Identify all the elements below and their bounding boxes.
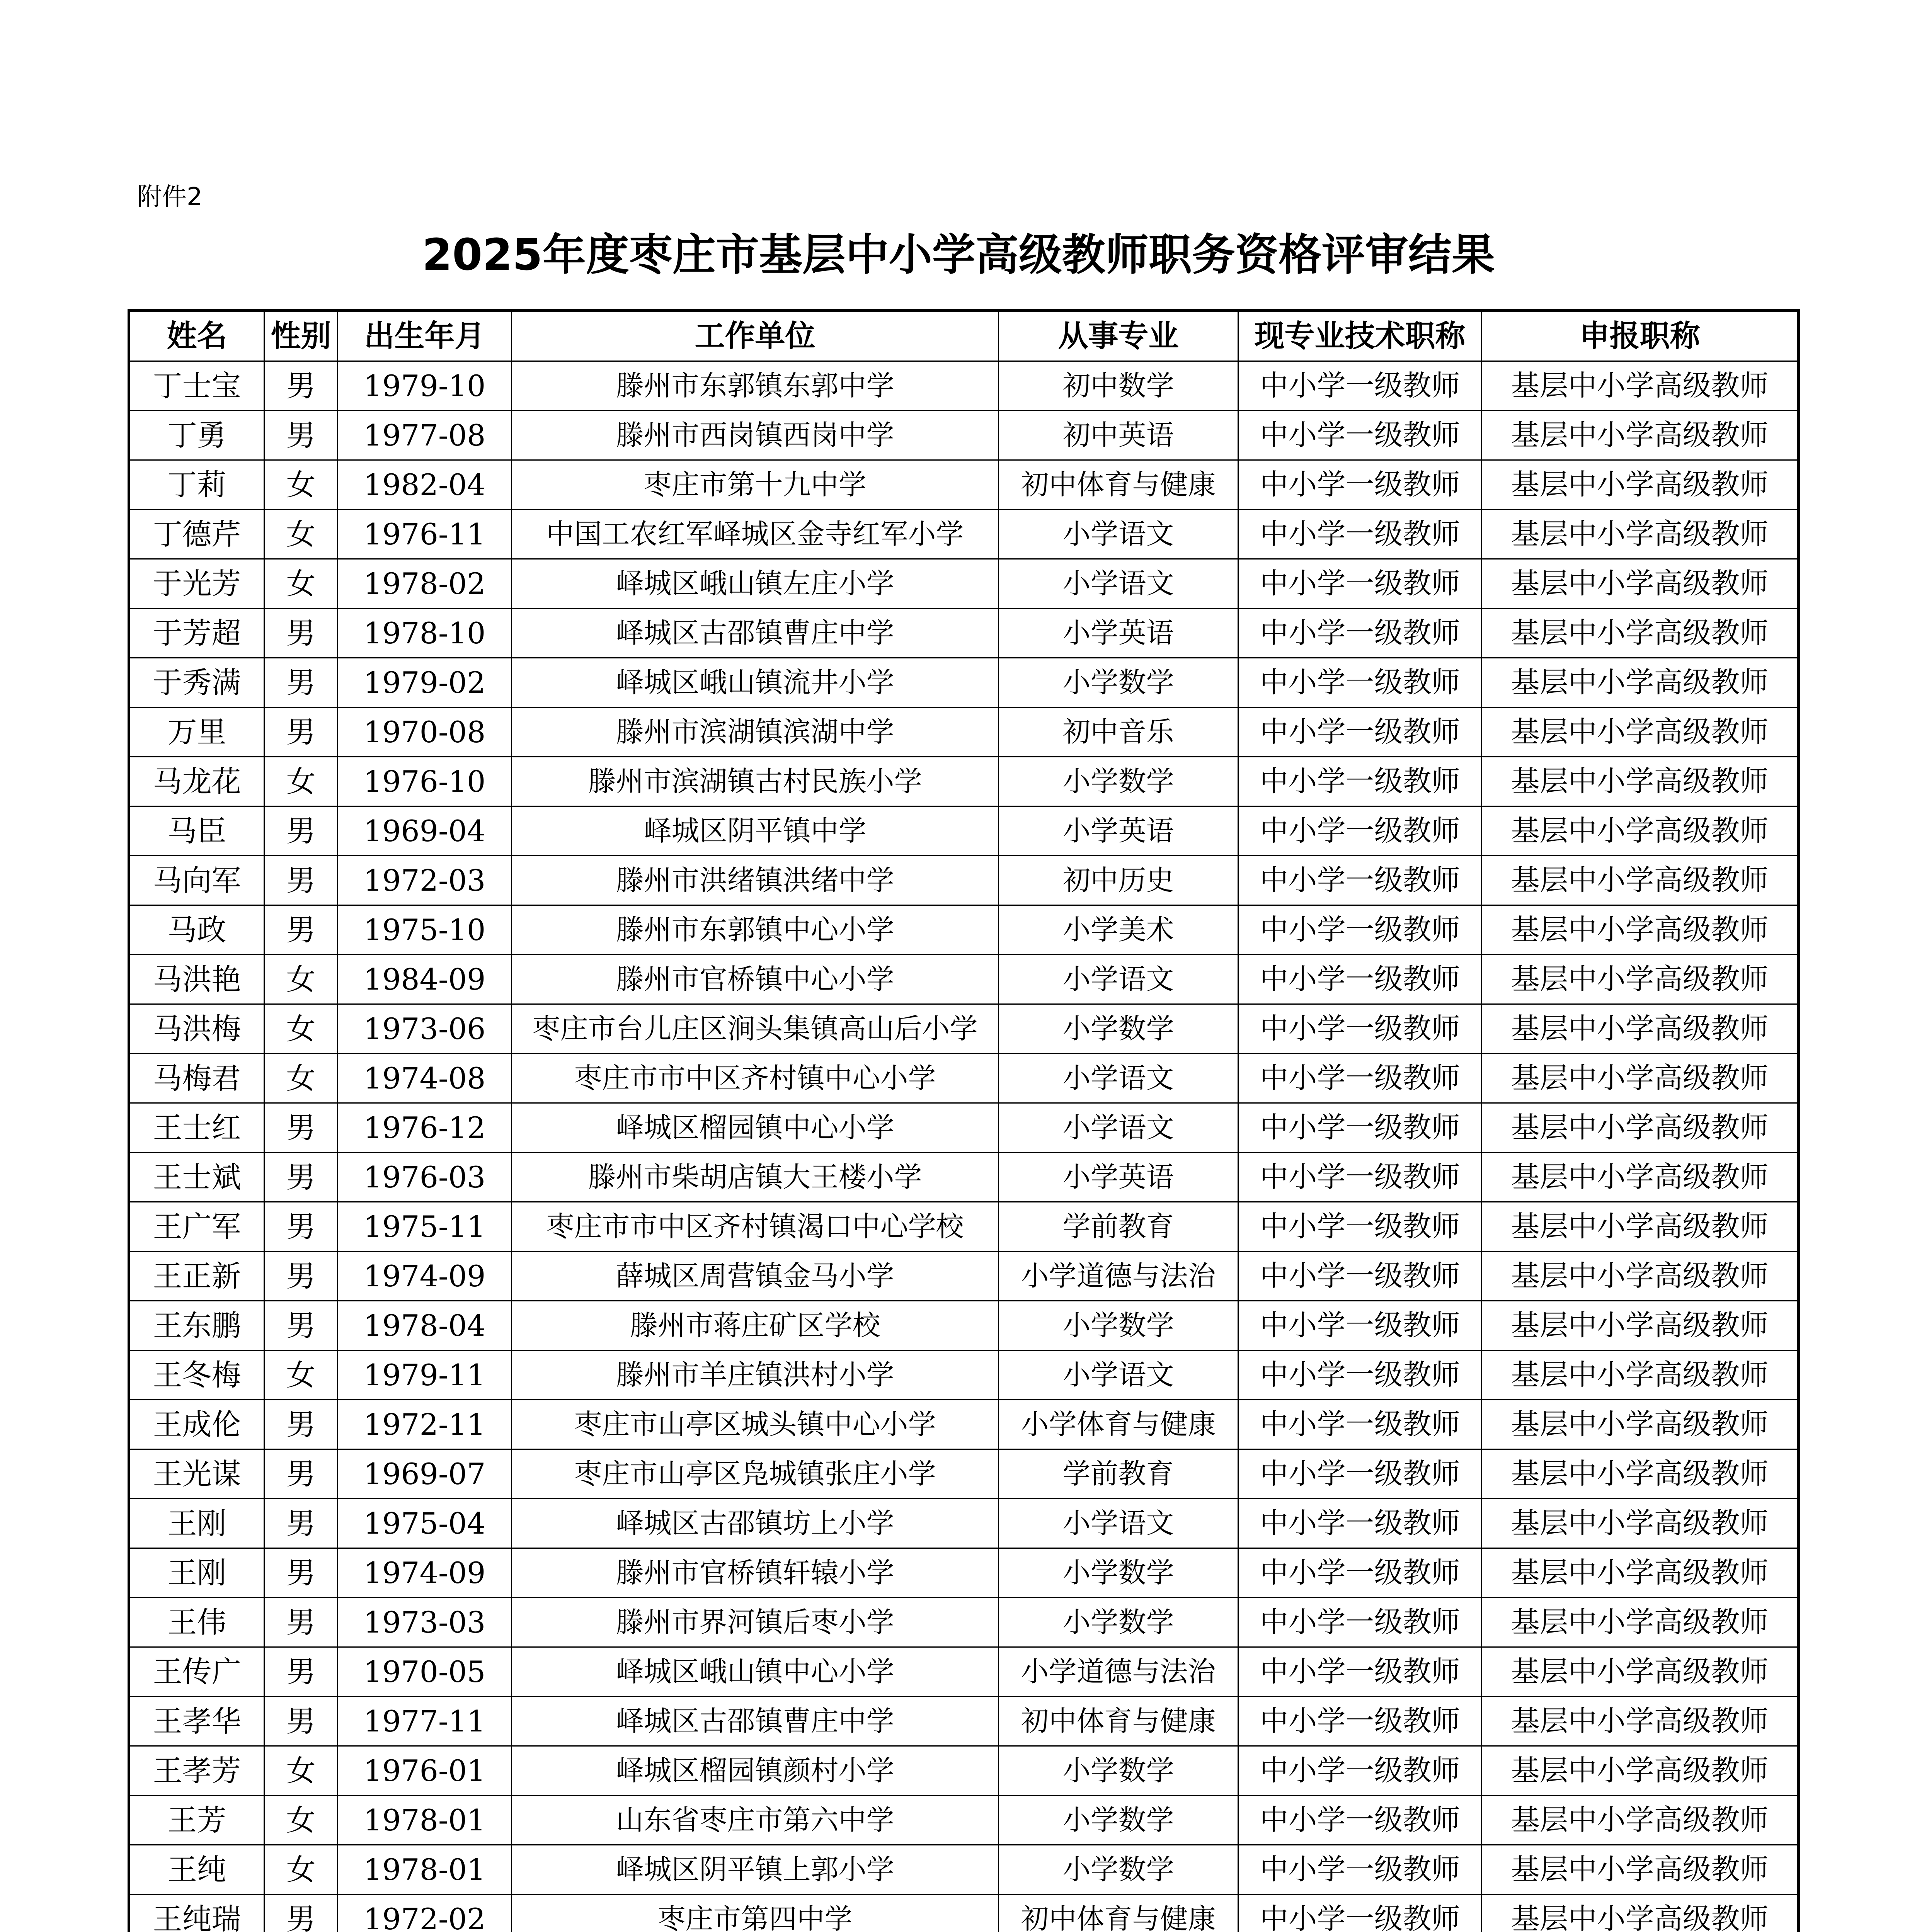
header-birth: 出生年月 xyxy=(338,311,512,361)
cell-name: 王冬梅 xyxy=(129,1350,264,1400)
cell-gender: 女 xyxy=(264,757,338,806)
cell-gender: 男 xyxy=(264,1301,338,1350)
cell-specialty: 小学数学 xyxy=(999,1301,1238,1350)
cell-gender: 男 xyxy=(264,658,338,707)
cell-birth: 1979-02 xyxy=(338,658,512,707)
cell-current-title: 中小学一级教师 xyxy=(1238,1350,1482,1400)
cell-current-title: 中小学一级教师 xyxy=(1238,1548,1482,1598)
page-title: 2025年度枣庄市基层中小学高级教师职务资格评审结果 xyxy=(422,230,1495,280)
table-row xyxy=(129,955,1799,1004)
cell-current-title: 中小学一级教师 xyxy=(1238,1449,1482,1499)
table-row xyxy=(129,806,1799,856)
cell-work-unit: 滕州市官桥镇中心小学 xyxy=(512,955,999,1004)
cell-gender: 男 xyxy=(264,1400,338,1449)
cell-work-unit: 滕州市滨湖镇滨湖中学 xyxy=(512,707,999,757)
cell-specialty: 初中体育与健康 xyxy=(999,1895,1238,1932)
cell-work-unit: 峄城区古邵镇曹庄中学 xyxy=(512,1697,999,1746)
table-row xyxy=(129,1548,1799,1598)
cell-applied-title: 基层中小学高级教师 xyxy=(1482,559,1799,609)
cell-work-unit: 峄城区峨山镇左庄小学 xyxy=(512,559,999,609)
cell-birth: 1976-01 xyxy=(338,1746,512,1796)
cell-applied-title: 基层中小学高级教师 xyxy=(1482,806,1799,856)
cell-specialty: 小学数学 xyxy=(999,1796,1238,1845)
cell-birth: 1976-11 xyxy=(338,510,512,559)
table-row xyxy=(129,1103,1799,1153)
cell-birth: 1974-09 xyxy=(338,1252,512,1301)
cell-specialty: 学前教育 xyxy=(999,1449,1238,1499)
cell-work-unit: 滕州市东郭镇东郭中学 xyxy=(512,361,999,411)
cell-current-title: 中小学一级教师 xyxy=(1238,510,1482,559)
cell-gender: 女 xyxy=(264,1746,338,1796)
table-row xyxy=(129,1004,1799,1054)
cell-specialty: 小学语文 xyxy=(999,1054,1238,1103)
cell-gender: 男 xyxy=(264,1697,338,1746)
cell-name: 王孝芳 xyxy=(129,1746,264,1796)
header-specialty: 从事专业 xyxy=(999,311,1238,361)
cell-applied-title: 基层中小学高级教师 xyxy=(1482,1350,1799,1400)
cell-work-unit: 峄城区峨山镇流井小学 xyxy=(512,658,999,707)
results-table xyxy=(128,309,1800,1932)
cell-applied-title: 基层中小学高级教师 xyxy=(1482,609,1799,658)
cell-specialty: 小学英语 xyxy=(999,1153,1238,1202)
cell-specialty: 小学语文 xyxy=(999,1103,1238,1153)
cell-birth: 1972-03 xyxy=(338,856,512,905)
cell-current-title: 中小学一级教师 xyxy=(1238,658,1482,707)
cell-applied-title: 基层中小学高级教师 xyxy=(1482,955,1799,1004)
cell-name: 马梅君 xyxy=(129,1054,264,1103)
cell-work-unit: 枣庄市山亭区凫城镇张庄小学 xyxy=(512,1449,999,1499)
cell-current-title: 中小学一级教师 xyxy=(1238,1252,1482,1301)
table-row xyxy=(129,1252,1799,1301)
cell-birth: 1975-10 xyxy=(338,905,512,955)
table-row xyxy=(129,1301,1799,1350)
cell-name: 王广军 xyxy=(129,1202,264,1252)
attachment-label: 附件2 xyxy=(137,183,203,211)
table-row xyxy=(129,609,1799,658)
cell-applied-title: 基层中小学高级教师 xyxy=(1482,1103,1799,1153)
cell-specialty: 小学数学 xyxy=(999,658,1238,707)
cell-gender: 男 xyxy=(264,1103,338,1153)
cell-name: 王伟 xyxy=(129,1598,264,1647)
cell-birth: 1976-10 xyxy=(338,757,512,806)
table-row xyxy=(129,1449,1799,1499)
cell-specialty: 小学数学 xyxy=(999,1845,1238,1895)
cell-work-unit: 薛城区周营镇金马小学 xyxy=(512,1252,999,1301)
cell-gender: 男 xyxy=(264,1598,338,1647)
cell-birth: 1979-10 xyxy=(338,361,512,411)
cell-name: 于光芳 xyxy=(129,559,264,609)
cell-gender: 女 xyxy=(264,1796,338,1845)
cell-specialty: 小学数学 xyxy=(999,1746,1238,1796)
cell-applied-title: 基层中小学高级教师 xyxy=(1482,1845,1799,1895)
cell-birth: 1977-08 xyxy=(338,411,512,460)
cell-applied-title: 基层中小学高级教师 xyxy=(1482,707,1799,757)
header-gender: 性别 xyxy=(264,311,338,361)
table-row xyxy=(129,658,1799,707)
cell-birth: 1978-01 xyxy=(338,1845,512,1895)
cell-name: 于芳超 xyxy=(129,609,264,658)
cell-applied-title: 基层中小学高级教师 xyxy=(1482,1548,1799,1598)
cell-current-title: 中小学一级教师 xyxy=(1238,806,1482,856)
cell-gender: 男 xyxy=(264,1252,338,1301)
cell-work-unit: 滕州市界河镇后枣小学 xyxy=(512,1598,999,1647)
cell-current-title: 中小学一级教师 xyxy=(1238,1202,1482,1252)
cell-work-unit: 中国工农红军峄城区金寺红军小学 xyxy=(512,510,999,559)
cell-name: 王东鹏 xyxy=(129,1301,264,1350)
cell-applied-title: 基层中小学高级教师 xyxy=(1482,460,1799,510)
table-row xyxy=(129,1202,1799,1252)
cell-work-unit: 峄城区峨山镇中心小学 xyxy=(512,1647,999,1697)
cell-work-unit: 峄城区榴园镇中心小学 xyxy=(512,1103,999,1153)
table-row xyxy=(129,1796,1799,1845)
cell-name: 丁莉 xyxy=(129,460,264,510)
cell-name: 王传广 xyxy=(129,1647,264,1697)
cell-current-title: 中小学一级教师 xyxy=(1238,856,1482,905)
cell-work-unit: 峄城区古邵镇曹庄中学 xyxy=(512,609,999,658)
cell-applied-title: 基层中小学高级教师 xyxy=(1482,1054,1799,1103)
cell-name: 王光谋 xyxy=(129,1449,264,1499)
cell-name: 王刚 xyxy=(129,1548,264,1598)
cell-specialty: 小学英语 xyxy=(999,806,1238,856)
header-applied-title: 申报职称 xyxy=(1482,311,1799,361)
cell-current-title: 中小学一级教师 xyxy=(1238,361,1482,411)
table-row xyxy=(129,757,1799,806)
cell-birth: 1973-06 xyxy=(338,1004,512,1054)
cell-name: 王刚 xyxy=(129,1499,264,1548)
cell-birth: 1978-02 xyxy=(338,559,512,609)
cell-name: 王纯瑞 xyxy=(129,1895,264,1932)
cell-work-unit: 峄城区榴园镇颜村小学 xyxy=(512,1746,999,1796)
cell-specialty: 小学语文 xyxy=(999,510,1238,559)
cell-applied-title: 基层中小学高级教师 xyxy=(1482,510,1799,559)
cell-work-unit: 滕州市蒋庄矿区学校 xyxy=(512,1301,999,1350)
cell-gender: 女 xyxy=(264,1054,338,1103)
cell-name: 王正新 xyxy=(129,1252,264,1301)
cell-birth: 1984-09 xyxy=(338,955,512,1004)
cell-name: 丁德芹 xyxy=(129,510,264,559)
cell-name: 万里 xyxy=(129,707,264,757)
cell-birth: 1970-05 xyxy=(338,1647,512,1697)
cell-birth: 1969-07 xyxy=(338,1449,512,1499)
cell-birth: 1972-02 xyxy=(338,1895,512,1932)
cell-work-unit: 滕州市东郭镇中心小学 xyxy=(512,905,999,955)
cell-gender: 女 xyxy=(264,510,338,559)
cell-current-title: 中小学一级教师 xyxy=(1238,1054,1482,1103)
cell-gender: 男 xyxy=(264,707,338,757)
cell-current-title: 中小学一级教师 xyxy=(1238,1895,1482,1932)
cell-specialty: 初中体育与健康 xyxy=(999,460,1238,510)
cell-birth: 1975-04 xyxy=(338,1499,512,1548)
cell-specialty: 小学语文 xyxy=(999,1499,1238,1548)
cell-current-title: 中小学一级教师 xyxy=(1238,905,1482,955)
cell-birth: 1970-08 xyxy=(338,707,512,757)
table-row xyxy=(129,510,1799,559)
cell-gender: 男 xyxy=(264,1449,338,1499)
cell-applied-title: 基层中小学高级教师 xyxy=(1482,1746,1799,1796)
cell-work-unit: 峄城区古邵镇坊上小学 xyxy=(512,1499,999,1548)
cell-current-title: 中小学一级教师 xyxy=(1238,460,1482,510)
cell-birth: 1978-01 xyxy=(338,1796,512,1845)
cell-current-title: 中小学一级教师 xyxy=(1238,1796,1482,1845)
cell-name: 马政 xyxy=(129,905,264,955)
cell-name: 王孝华 xyxy=(129,1697,264,1746)
table-row xyxy=(129,1845,1799,1895)
cell-name: 马向军 xyxy=(129,856,264,905)
cell-work-unit: 滕州市西岗镇西岗中学 xyxy=(512,411,999,460)
cell-specialty: 小学美术 xyxy=(999,905,1238,955)
cell-specialty: 小学体育与健康 xyxy=(999,1400,1238,1449)
cell-name: 于秀满 xyxy=(129,658,264,707)
cell-applied-title: 基层中小学高级教师 xyxy=(1482,1697,1799,1746)
header-work-unit: 工作单位 xyxy=(512,311,999,361)
cell-gender: 女 xyxy=(264,1004,338,1054)
cell-current-title: 中小学一级教师 xyxy=(1238,411,1482,460)
table-row xyxy=(129,856,1799,905)
cell-gender: 男 xyxy=(264,1548,338,1598)
cell-current-title: 中小学一级教师 xyxy=(1238,1400,1482,1449)
cell-specialty: 初中历史 xyxy=(999,856,1238,905)
cell-work-unit: 峄城区阴平镇上郭小学 xyxy=(512,1845,999,1895)
cell-current-title: 中小学一级教师 xyxy=(1238,1598,1482,1647)
cell-birth: 1974-08 xyxy=(338,1054,512,1103)
table-row xyxy=(129,460,1799,510)
cell-name: 马洪梅 xyxy=(129,1004,264,1054)
cell-name: 王成伦 xyxy=(129,1400,264,1449)
cell-applied-title: 基层中小学高级教师 xyxy=(1482,905,1799,955)
cell-applied-title: 基层中小学高级教师 xyxy=(1482,1004,1799,1054)
cell-work-unit: 滕州市滨湖镇古村民族小学 xyxy=(512,757,999,806)
cell-applied-title: 基层中小学高级教师 xyxy=(1482,658,1799,707)
cell-current-title: 中小学一级教师 xyxy=(1238,1103,1482,1153)
cell-gender: 男 xyxy=(264,1499,338,1548)
cell-birth: 1976-03 xyxy=(338,1153,512,1202)
cell-specialty: 小学语文 xyxy=(999,559,1238,609)
cell-birth: 1978-10 xyxy=(338,609,512,658)
cell-current-title: 中小学一级教师 xyxy=(1238,559,1482,609)
cell-gender: 男 xyxy=(264,856,338,905)
cell-applied-title: 基层中小学高级教师 xyxy=(1482,1301,1799,1350)
cell-applied-title: 基层中小学高级教师 xyxy=(1482,1202,1799,1252)
cell-name: 马臣 xyxy=(129,806,264,856)
cell-applied-title: 基层中小学高级教师 xyxy=(1482,1647,1799,1697)
cell-current-title: 中小学一级教师 xyxy=(1238,1746,1482,1796)
cell-work-unit: 枣庄市市中区齐村镇中心小学 xyxy=(512,1054,999,1103)
cell-applied-title: 基层中小学高级教师 xyxy=(1482,1400,1799,1449)
cell-gender: 女 xyxy=(264,1845,338,1895)
cell-work-unit: 滕州市羊庄镇洪村小学 xyxy=(512,1350,999,1400)
cell-current-title: 中小学一级教师 xyxy=(1238,707,1482,757)
cell-work-unit: 滕州市洪绪镇洪绪中学 xyxy=(512,856,999,905)
cell-gender: 女 xyxy=(264,955,338,1004)
cell-birth: 1977-11 xyxy=(338,1697,512,1746)
table-row xyxy=(129,1499,1799,1548)
cell-applied-title: 基层中小学高级教师 xyxy=(1482,1153,1799,1202)
cell-applied-title: 基层中小学高级教师 xyxy=(1482,856,1799,905)
cell-current-title: 中小学一级教师 xyxy=(1238,609,1482,658)
cell-current-title: 中小学一级教师 xyxy=(1238,955,1482,1004)
cell-work-unit: 滕州市官桥镇轩辕小学 xyxy=(512,1548,999,1598)
cell-work-unit: 枣庄市第四中学 xyxy=(512,1895,999,1932)
cell-specialty: 小学语文 xyxy=(999,1350,1238,1400)
cell-specialty: 小学数学 xyxy=(999,1004,1238,1054)
cell-specialty: 小学数学 xyxy=(999,1598,1238,1647)
cell-current-title: 中小学一级教师 xyxy=(1238,1153,1482,1202)
cell-birth: 1982-04 xyxy=(338,460,512,510)
cell-birth: 1976-12 xyxy=(338,1103,512,1153)
cell-specialty: 小学英语 xyxy=(999,609,1238,658)
table-row xyxy=(129,559,1799,609)
cell-birth: 1974-09 xyxy=(338,1548,512,1598)
cell-specialty: 初中英语 xyxy=(999,411,1238,460)
cell-birth: 1979-11 xyxy=(338,1350,512,1400)
table-row xyxy=(129,707,1799,757)
table-row xyxy=(129,1350,1799,1400)
cell-current-title: 中小学一级教师 xyxy=(1238,1004,1482,1054)
cell-specialty: 小学道德与法治 xyxy=(999,1252,1238,1301)
cell-work-unit: 峄城区阴平镇中学 xyxy=(512,806,999,856)
cell-specialty: 初中音乐 xyxy=(999,707,1238,757)
cell-birth: 1973-03 xyxy=(338,1598,512,1647)
table-header-row xyxy=(129,311,1799,361)
cell-gender: 女 xyxy=(264,559,338,609)
cell-applied-title: 基层中小学高级教师 xyxy=(1482,1598,1799,1647)
cell-name: 王士斌 xyxy=(129,1153,264,1202)
cell-name: 马龙花 xyxy=(129,757,264,806)
table-row xyxy=(129,361,1799,411)
cell-applied-title: 基层中小学高级教师 xyxy=(1482,1449,1799,1499)
cell-applied-title: 基层中小学高级教师 xyxy=(1482,757,1799,806)
cell-gender: 女 xyxy=(264,1350,338,1400)
cell-specialty: 小学数学 xyxy=(999,1548,1238,1598)
table-row xyxy=(129,1054,1799,1103)
table-row xyxy=(129,1895,1799,1932)
table-row xyxy=(129,1746,1799,1796)
header-current-title: 现专业技术职称 xyxy=(1238,311,1482,361)
cell-birth: 1969-04 xyxy=(338,806,512,856)
table-row xyxy=(129,1400,1799,1449)
cell-birth: 1972-11 xyxy=(338,1400,512,1449)
cell-gender: 女 xyxy=(264,460,338,510)
table-row xyxy=(129,1647,1799,1697)
cell-work-unit: 枣庄市第十九中学 xyxy=(512,460,999,510)
table-body xyxy=(129,361,1799,1932)
cell-gender: 男 xyxy=(264,1202,338,1252)
cell-specialty: 初中体育与健康 xyxy=(999,1697,1238,1746)
cell-specialty: 小学语文 xyxy=(999,955,1238,1004)
cell-specialty: 小学道德与法治 xyxy=(999,1647,1238,1697)
cell-name: 马洪艳 xyxy=(129,955,264,1004)
cell-current-title: 中小学一级教师 xyxy=(1238,1499,1482,1548)
cell-current-title: 中小学一级教师 xyxy=(1238,757,1482,806)
cell-work-unit: 山东省枣庄市第六中学 xyxy=(512,1796,999,1845)
table-row xyxy=(129,1697,1799,1746)
table-row xyxy=(129,1598,1799,1647)
cell-name: 丁士宝 xyxy=(129,361,264,411)
cell-specialty: 学前教育 xyxy=(999,1202,1238,1252)
cell-current-title: 中小学一级教师 xyxy=(1238,1647,1482,1697)
cell-birth: 1978-04 xyxy=(338,1301,512,1350)
cell-work-unit: 枣庄市台儿庄区涧头集镇高山后小学 xyxy=(512,1004,999,1054)
cell-gender: 男 xyxy=(264,361,338,411)
cell-specialty: 初中数学 xyxy=(999,361,1238,411)
cell-applied-title: 基层中小学高级教师 xyxy=(1482,411,1799,460)
table-row xyxy=(129,1153,1799,1202)
cell-name: 王士红 xyxy=(129,1103,264,1153)
cell-applied-title: 基层中小学高级教师 xyxy=(1482,361,1799,411)
cell-current-title: 中小学一级教师 xyxy=(1238,1845,1482,1895)
cell-gender: 男 xyxy=(264,905,338,955)
cell-gender: 男 xyxy=(264,1647,338,1697)
cell-name: 王纯 xyxy=(129,1845,264,1895)
table-row xyxy=(129,411,1799,460)
cell-current-title: 中小学一级教师 xyxy=(1238,1697,1482,1746)
cell-current-title: 中小学一级教师 xyxy=(1238,1301,1482,1350)
cell-work-unit: 枣庄市市中区齐村镇渴口中心学校 xyxy=(512,1202,999,1252)
cell-specialty: 小学数学 xyxy=(999,757,1238,806)
cell-birth: 1975-11 xyxy=(338,1202,512,1252)
cell-gender: 男 xyxy=(264,609,338,658)
cell-gender: 男 xyxy=(264,1895,338,1932)
table-row xyxy=(129,905,1799,955)
cell-work-unit: 枣庄市山亭区城头镇中心小学 xyxy=(512,1400,999,1449)
cell-applied-title: 基层中小学高级教师 xyxy=(1482,1252,1799,1301)
cell-applied-title: 基层中小学高级教师 xyxy=(1482,1895,1799,1932)
cell-name: 王芳 xyxy=(129,1796,264,1845)
cell-applied-title: 基层中小学高级教师 xyxy=(1482,1499,1799,1548)
cell-gender: 男 xyxy=(264,806,338,856)
header-name: 姓名 xyxy=(129,311,264,361)
cell-work-unit: 滕州市柴胡店镇大王楼小学 xyxy=(512,1153,999,1202)
cell-gender: 男 xyxy=(264,411,338,460)
cell-gender: 男 xyxy=(264,1153,338,1202)
cell-name: 丁勇 xyxy=(129,411,264,460)
cell-applied-title: 基层中小学高级教师 xyxy=(1482,1796,1799,1845)
